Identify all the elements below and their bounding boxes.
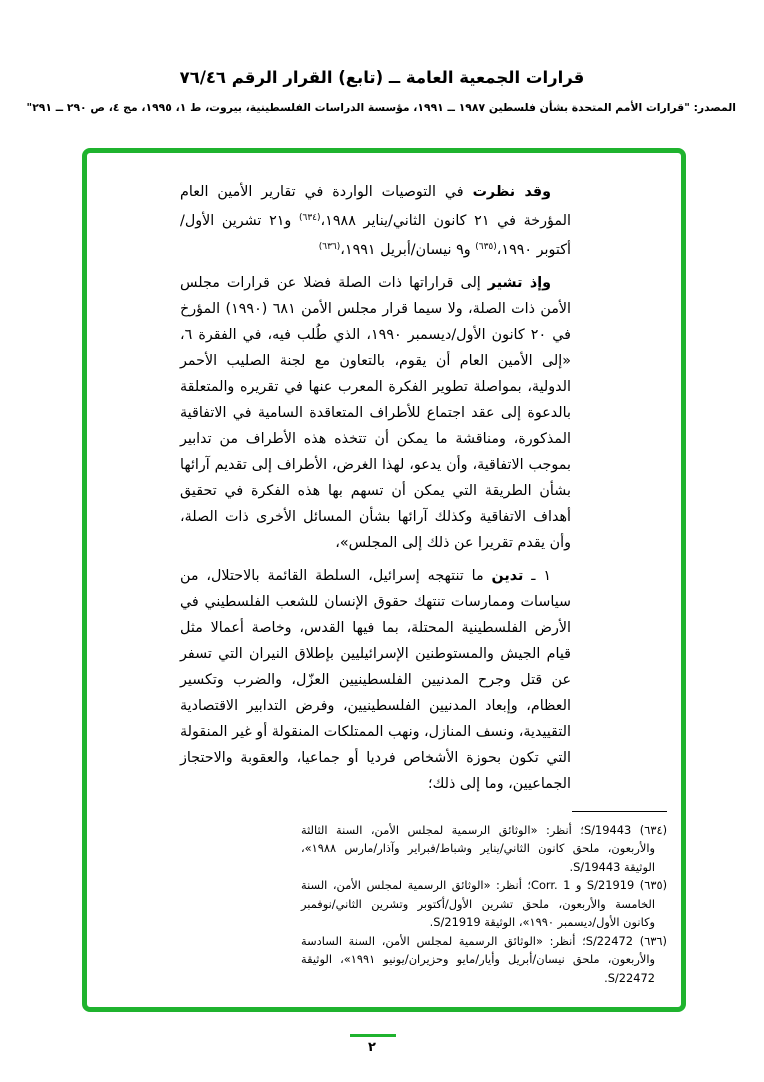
- footnote-636: [301, 932, 667, 988]
- paragraph-lead: تدين: [491, 568, 524, 584]
- body-text: [180, 179, 571, 804]
- footnote-text: S/19443؛ أنظر: «الوثائق الرسمية لمجلس الأمن، السنة الثالثة والأربعون، ملحق كانون الثاني/يناير وشباط/فبراير وآذار/مارس ١٩٨٨»، الوثيقة S/19443.: [301, 822, 655, 874]
- paragraph-text: إلى قراراتها ذات الصلة فضلا عن قرارات مجلس الأمن ذات الصلة، ولا سيما قرار مجلس الأمن ٦٨١ (١٩٩٠) المؤرخ في ٢٠ كانون الأول/ديسمبر ١٩٩٠، الذي طُلب فيه، في الفقرة ٦، «إلى الأمين العام أن يقوم، بالتعاون مع لجنة الصليب الأحمر الدولية، بمواصلة تطوير الفكرة المعرب عنها في تقريره والمتعلقة بالدعوة إلى عقد اجتماع للأطراف المتعاقدة السامية في الاتفاقية المذكورة، ومناقشة ما يمكن أن تتخذه هذه الأطراف من تدابير بموجب الاتفاقية، وأن يدعو، لهذا الغرض، الأطراف إلى تقديم آرائها بشأن الطريقة التي يمكن أن تسهم بها هذه الفكرة في تحقيق أهداف الاتفاقية وكذلك آرائها بشأن المسائل الأخرى ذات الصلة، وأن يقدم تقريرا عن ذلك إلى المجلس»،: [180, 275, 571, 551]
- paragraph-lead: وإذ تشير: [487, 275, 552, 291]
- paragraph-text: و٢١ تشرين الأول/أكتوبر ١٩٩٠،: [180, 213, 571, 258]
- footnote-label: (٦٣٤): [639, 822, 668, 837]
- paragraph-text: في التوصيات الواردة في تقارير الأمين العام المؤرخة في ٢١ كانون الثاني/يناير ١٩٨٨،: [180, 184, 571, 229]
- paragraph-recommendations: [180, 179, 571, 263]
- footnote-text: S/22472؛ أنظر: «الوثائق الرسمية لمجلس الأمن، السنة السادسة والأربعون، ملحق نيسان/أبريل وأيار/مايو وحزيران/يونيو ١٩٩١»، الوثيقة S/22472.: [301, 933, 655, 985]
- footnote-ref-635: (٦٣٥): [475, 242, 497, 252]
- footnotes-block: [301, 811, 667, 988]
- page-title: قرارات الجمعية العامة ــ (تابع) القرار الرقم ٧٦/٤٦: [179, 68, 585, 87]
- footnote-label: (٦٣٦): [639, 933, 667, 948]
- footnote-separator: [572, 811, 667, 812]
- footnote-text: S/21919 و Corr. 1؛ أنظر: «الوثائق الرسمية لمجلس الأمن، السنة الخامسة والأربعون، ملحق تشرين الأول/أكتوبر وتشرين الثاني/نوفمبر وكانون الأول/ديسمبر ١٩٩٠»، الوثيقة S/21919.: [301, 878, 655, 929]
- footnote-ref-634: (٦٣٤): [299, 213, 321, 223]
- footnote-label: (٦٣٥): [639, 878, 668, 892]
- page-number: ٢: [368, 1040, 376, 1055]
- content-frame: [82, 148, 686, 1012]
- item-number: ١ ـ: [523, 568, 551, 584]
- footnote-ref-636: (٦٣٦): [318, 242, 341, 252]
- source-line: المصدر: "قرارات الأمم المتحدة بشأن فلسطين ١٩٨٧ ــ ١٩٩١، مؤسسة الدراسات الفلسطينية، بيروت، ط ١، ١٩٩٥، مج ٤، ص ٢٩٠ ــ ٢٩١": [26, 101, 736, 114]
- page-number-rule: [350, 1034, 396, 1037]
- paragraph-operative-1: [180, 563, 571, 797]
- paragraph-text: و٩ نيسان/أبريل ١٩٩١،: [340, 242, 476, 258]
- footnote-634: [301, 821, 667, 877]
- footnote-635: [301, 876, 667, 932]
- paragraph-text: ما تنتهجه إسرائيل، السلطة القائمة بالاحتلال، من سياسات وممارسات تنتهك حقوق الإنسان للشعب الفلسطيني في الأرض الفلسطينية المحتلة، بما فيها القدس، وخاصة أعمالا مثل قيام الجيش والمستوطنين الإسرائيليين بإطلاق النيران التي تسفر عن قتل وجرح المدنيين الفلسطينيين العزّل، والضرب وتكسير العظام، وإبعاد المدنيين الفلسطينيين، وفرض التدابير الاقتصادية التقييدية، ونسف المنازل، ونهب الممتلكات المنقولة أو غير المنقولة التي تكون بحوزة الأشخاص فرديا أو جماعيا، والعقوبة والاحتجاز الجماعيين، وما إلى ذلك؛: [179, 568, 571, 792]
- paragraph-lead: وقد نظرت: [472, 184, 551, 200]
- paragraph-recalling: [180, 270, 571, 556]
